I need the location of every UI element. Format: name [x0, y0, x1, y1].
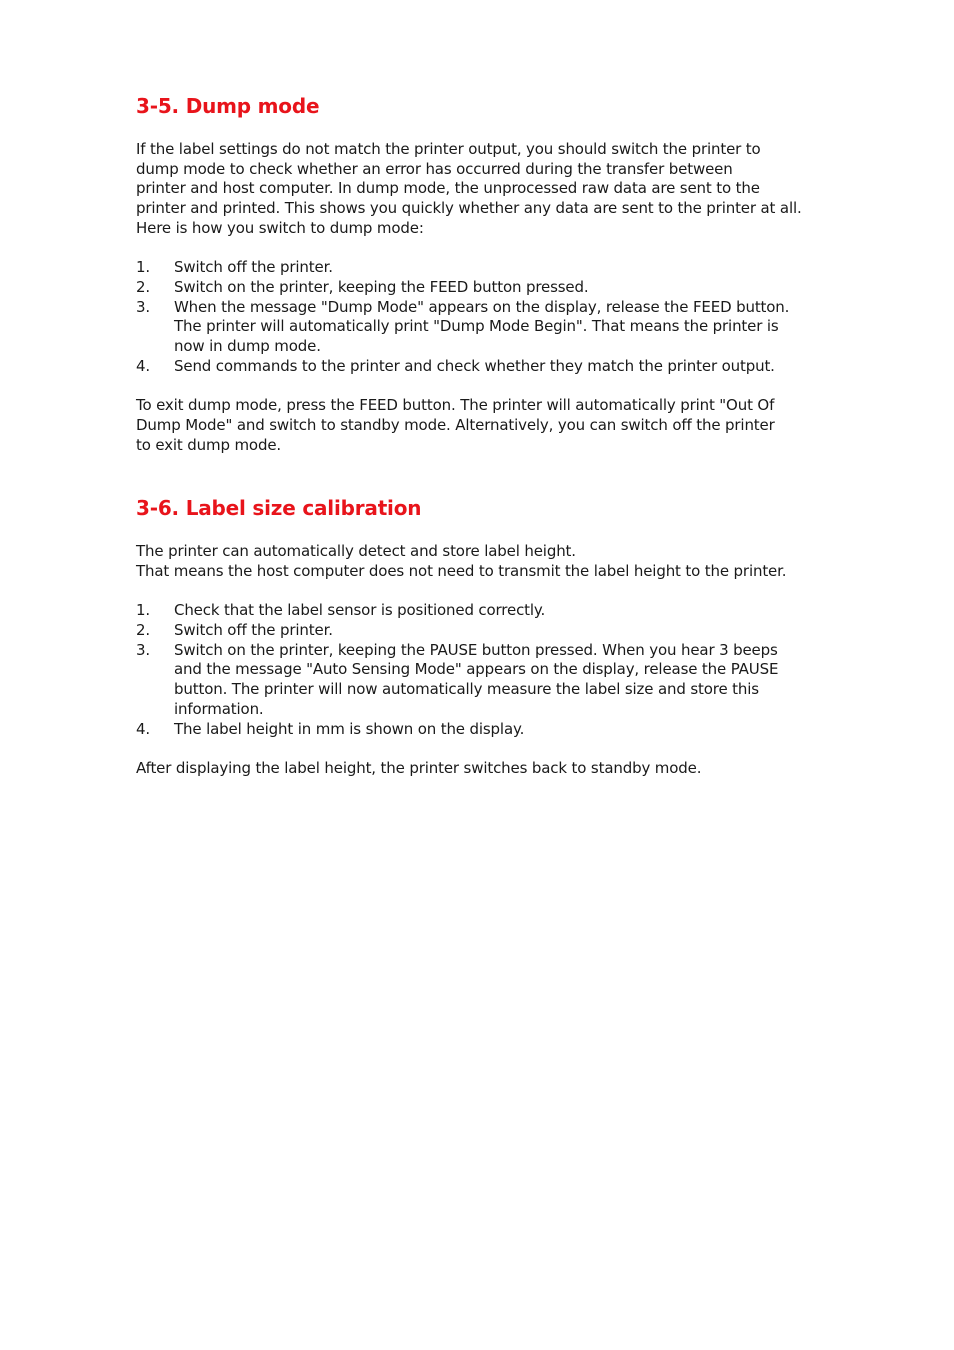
text-line: The printer will automatically print "Dump Mode Begin". That means the printer is — [174, 317, 779, 336]
list-number: 1. — [136, 601, 151, 620]
section-dump-mode — [136, 92, 826, 455]
list-item — [136, 641, 826, 720]
closing-paragraph — [136, 759, 826, 779]
list-number: 4. — [136, 356, 151, 375]
text-line: The printer can automatically detect and store label height. — [136, 542, 576, 561]
text-line: That means the host computer does not need to transmit the label height to the printer. — [136, 561, 787, 580]
text-line: Here is how you switch to dump mode: — [136, 218, 424, 237]
list-number: 3. — [136, 640, 151, 659]
text-line: Check that the label sensor is positioned correctly. — [174, 601, 546, 620]
text-line: When the message "Dump Mode" appears on the display, release the FEED button. — [174, 297, 790, 316]
list-number: 1. — [136, 258, 151, 277]
section-label-size-calibration — [136, 494, 826, 778]
text-line: The label height in mm is shown on the display. — [174, 719, 525, 738]
list-number: 3. — [136, 297, 151, 316]
steps-list — [136, 601, 826, 739]
text-line: printer and host computer. In dump mode, the unprocessed raw data are sent to the — [136, 179, 760, 198]
text-line: dump mode to check whether an error has occurred during the transfer between — [136, 159, 733, 178]
list-item — [136, 621, 826, 641]
list-item — [136, 601, 826, 621]
section-heading: 3-5. Dump mode — [136, 94, 320, 118]
list-item — [136, 278, 826, 298]
list-number: 2. — [136, 277, 151, 296]
list-number: 2. — [136, 621, 151, 640]
text-line: button. The printer will now automatically measure the label size and store this — [174, 680, 759, 699]
text-line: and the message "Auto Sensing Mode" appears on the display, release the PAUSE — [174, 660, 779, 679]
text-line: printer and printed. This shows you quickly whether any data are sent to the printer at all. — [136, 199, 802, 218]
text-line: now in dump mode. — [174, 337, 321, 356]
text-line: to exit dump mode. — [136, 435, 282, 454]
text-line: Switch off the printer. — [174, 258, 333, 277]
text-line: After displaying the label height, the printer switches back to standby mode. — [136, 758, 702, 777]
text-line: information. — [174, 699, 264, 718]
text-line: Switch off the printer. — [174, 621, 333, 640]
text-line: Switch on the printer, keeping the PAUSE button pressed. When you hear 3 beeps — [174, 640, 778, 659]
text-line: Switch on the printer, keeping the FEED button pressed. — [174, 277, 589, 296]
list-item — [136, 357, 826, 377]
list-item — [136, 298, 826, 357]
text-line: If the label settings do not match the printer output, you should switch the printer to — [136, 140, 761, 158]
intro-paragraph — [136, 140, 826, 239]
text-line: To exit dump mode, press the FEED button. The printer will automatically print "Out Of — [136, 396, 775, 415]
document-page — [136, 92, 826, 779]
list-item — [136, 258, 826, 278]
list-number: 4. — [136, 719, 151, 738]
steps-list — [136, 258, 826, 376]
exit-paragraph — [136, 396, 826, 455]
intro-paragraph — [136, 542, 826, 581]
list-item — [136, 720, 826, 740]
text-line: Send commands to the printer and check whether they match the printer output. — [174, 356, 775, 375]
text-line: Dump Mode" and switch to standby mode. Alternatively, you can switch off the printer — [136, 415, 775, 434]
section-heading: 3-6. Label size calibration — [136, 496, 422, 521]
